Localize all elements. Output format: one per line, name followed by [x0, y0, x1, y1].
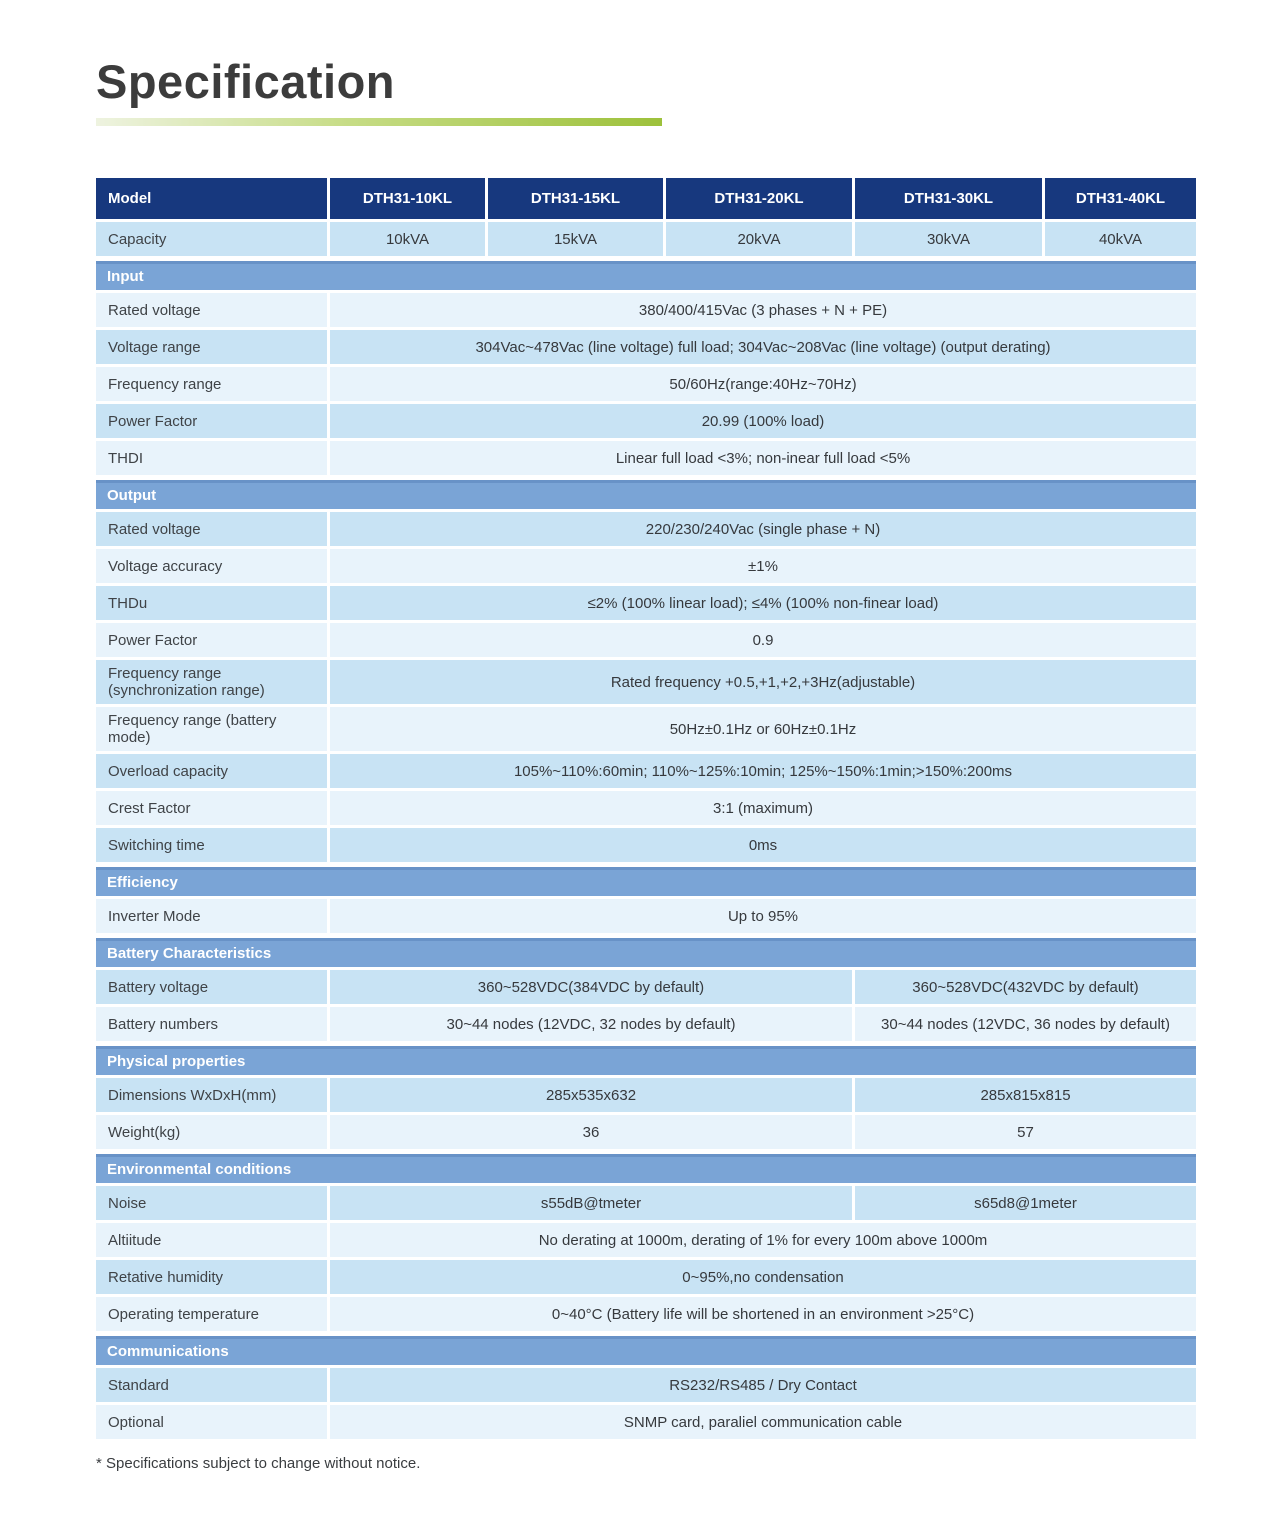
capacity-value-4: 30kVA	[855, 222, 1042, 256]
table-row	[96, 367, 1196, 401]
row-value-cell: 105%~110%:60min; 110%~125%:10min; 125%~150%:1min;>150%:200ms	[330, 754, 1196, 788]
capacity-row	[96, 222, 1196, 256]
model-name-3: DTH31-20KL	[666, 178, 852, 219]
row-label: Frequency range (synchronization range)	[96, 660, 327, 704]
table-row	[96, 1368, 1196, 1402]
table-row	[96, 549, 1196, 583]
section-header: Battery Characteristics	[96, 938, 1196, 967]
row-value-cell: 0~95%,no condensation	[330, 1260, 1196, 1294]
row-value-cell: No derating at 1000m, derating of 1% for every 100m above 1000m	[330, 1223, 1196, 1257]
table-row	[96, 660, 1196, 704]
row-label: Dimensions WxDxH(mm)	[96, 1078, 327, 1112]
row-label: Operating temperature	[96, 1297, 327, 1331]
table-row	[96, 293, 1196, 327]
row-value-cell: 304Vac~478Vac (line voltage) full load; 304Vac~208Vac (line voltage) (output derating)	[330, 330, 1196, 364]
table-row	[96, 441, 1196, 475]
row-label: Power Factor	[96, 623, 327, 657]
specification-table	[96, 178, 1196, 1439]
row-label: THDI	[96, 441, 327, 475]
row-label: Rated voltage	[96, 512, 327, 546]
row-value-cell: 30~44 nodes (12VDC, 36 nodes by default)	[855, 1007, 1196, 1041]
row-label: Frequency range	[96, 367, 327, 401]
row-value-cell: 50/60Hz(range:40Hz~70Hz)	[330, 367, 1196, 401]
row-value-cell: 380/400/415Vac (3 phases + N + PE)	[330, 293, 1196, 327]
row-value-cell: SNMP card, paraliel communication cable	[330, 1405, 1196, 1439]
row-value-cell: 0ms	[330, 828, 1196, 862]
row-label: Battery numbers	[96, 1007, 327, 1041]
row-value-cell: 285x815x815	[855, 1078, 1196, 1112]
section-header: Environmental conditions	[96, 1154, 1196, 1183]
capacity-value-5: 40kVA	[1045, 222, 1196, 256]
table-row	[96, 791, 1196, 825]
row-value-cell: 360~528VDC(384VDC by default)	[330, 970, 852, 1004]
table-row	[96, 512, 1196, 546]
section-header: Communications	[96, 1336, 1196, 1365]
footnote: * Specifications subject to change without notice.	[96, 1455, 421, 1472]
row-label: Power Factor	[96, 404, 327, 438]
row-value-cell: RS232/RS485 / Dry Contact	[330, 1368, 1196, 1402]
row-value-cell: 360~528VDC(432VDC by default)	[855, 970, 1196, 1004]
model-header-row	[96, 178, 1196, 219]
row-value-cell: 0.9	[330, 623, 1196, 657]
row-value-cell: 36	[330, 1115, 852, 1149]
model-name-2: DTH31-15KL	[488, 178, 663, 219]
row-label: Weight(kg)	[96, 1115, 327, 1149]
row-label: THDu	[96, 586, 327, 620]
table-row	[96, 330, 1196, 364]
row-value-cell: Linear full load <3%; non-inear full load <5%	[330, 441, 1196, 475]
row-value-cell: 3:1 (maximum)	[330, 791, 1196, 825]
table-row	[96, 707, 1196, 751]
row-value-cell: s55dB@tmeter	[330, 1186, 852, 1220]
table-row	[96, 1405, 1196, 1439]
table-row	[96, 1115, 1196, 1149]
table-row	[96, 1007, 1196, 1041]
capacity-value-1: 10kVA	[330, 222, 485, 256]
model-name-5: DTH31-40KL	[1045, 178, 1196, 219]
row-value-cell: ≤2% (100% linear load); ≤4% (100% non-finear load)	[330, 586, 1196, 620]
row-label: Battery voltage	[96, 970, 327, 1004]
row-label: Overload capacity	[96, 754, 327, 788]
row-value-cell: 220/230/240Vac (single phase + N)	[330, 512, 1196, 546]
row-label: Optional	[96, 1405, 327, 1439]
row-label: Standard	[96, 1368, 327, 1402]
capacity-value-2: 15kVA	[488, 222, 663, 256]
page-title: Specification	[96, 55, 396, 108]
row-value-cell: Rated frequency +0.5,+1,+2,+3Hz(adjustable)	[330, 660, 1196, 704]
row-label: Inverter Mode	[96, 899, 327, 933]
capacity-value-3: 20kVA	[666, 222, 852, 256]
row-label: Rated voltage	[96, 293, 327, 327]
model-header-label: Model	[96, 178, 327, 219]
row-value-cell: 285x535x632	[330, 1078, 852, 1112]
row-label: Voltage accuracy	[96, 549, 327, 583]
section-header: Input	[96, 261, 1196, 290]
model-name-4: DTH31-30KL	[855, 178, 1042, 219]
row-label: Capacity	[96, 222, 327, 256]
row-value-cell: 57	[855, 1115, 1196, 1149]
section-header: Physical properties	[96, 1046, 1196, 1075]
table-row	[96, 404, 1196, 438]
row-label: Noise	[96, 1186, 327, 1220]
row-label: Altiitude	[96, 1223, 327, 1257]
section-header: Output	[96, 480, 1196, 509]
table-row	[96, 1223, 1196, 1257]
table-row	[96, 899, 1196, 933]
table-row	[96, 1186, 1196, 1220]
row-value-cell: s65d8@1meter	[855, 1186, 1196, 1220]
row-value-cell: 50Hz±0.1Hz or 60Hz±0.1Hz	[330, 707, 1196, 751]
row-label: Retative humidity	[96, 1260, 327, 1294]
model-name-1: DTH31-10KL	[330, 178, 485, 219]
row-label: Voltage range	[96, 330, 327, 364]
row-label: Frequency range (battery mode)	[96, 707, 327, 751]
row-label: Crest Factor	[96, 791, 327, 825]
table-row	[96, 1297, 1196, 1331]
table-row	[96, 754, 1196, 788]
row-label: Switching time	[96, 828, 327, 862]
section-header: Efficiency	[96, 867, 1196, 896]
table-row	[96, 828, 1196, 862]
row-value-cell: Up to 95%	[330, 899, 1196, 933]
row-value-cell: ±1%	[330, 549, 1196, 583]
row-value-cell: 20.99 (100% load)	[330, 404, 1196, 438]
table-row	[96, 1078, 1196, 1112]
row-value-cell: 0~40°C (Battery life will be shortened in an environment >25°C)	[330, 1297, 1196, 1331]
table-row	[96, 970, 1196, 1004]
table-row	[96, 623, 1196, 657]
table-row	[96, 1260, 1196, 1294]
row-value-cell: 30~44 nodes (12VDC, 32 nodes by default)	[330, 1007, 852, 1041]
title-accent-underline	[96, 118, 662, 126]
table-row	[96, 586, 1196, 620]
